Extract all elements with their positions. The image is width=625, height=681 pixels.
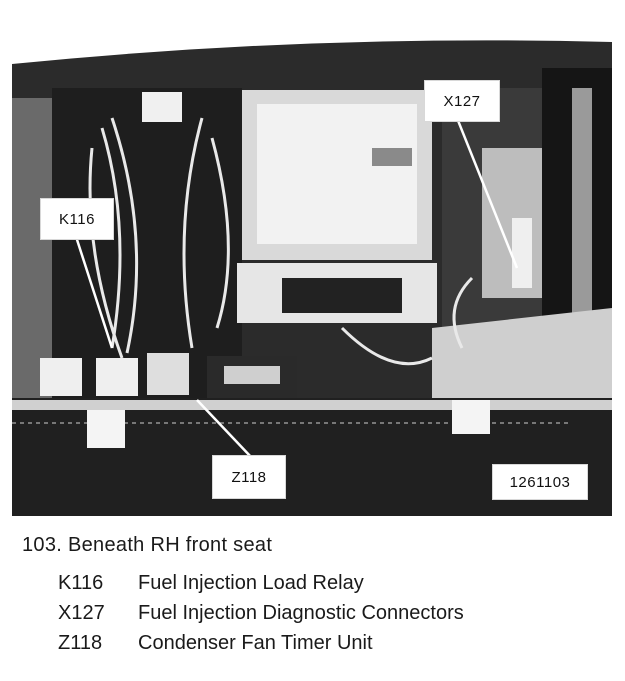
figure-reference-number: 1261103 (492, 464, 588, 500)
legend-description: Fuel Injection Diagnostic Connectors (138, 602, 464, 624)
legend-description: Fuel Injection Load Relay (138, 572, 364, 594)
engine-bay-photo (12, 28, 612, 516)
legend-item (58, 598, 464, 628)
figure-caption: 103. Beneath RH front seat (22, 534, 273, 556)
photo-illustration (12, 28, 612, 516)
legend-item (58, 568, 464, 598)
legend-code: K116 (58, 572, 104, 594)
legend-item (58, 628, 464, 658)
legend-code: Z118 (58, 632, 103, 654)
legend-list (58, 568, 464, 658)
callout-z118: Z118 (212, 455, 286, 499)
callout-k116: K116 (40, 198, 114, 240)
legend-description: Condenser Fan Timer Unit (138, 632, 373, 654)
callout-x127: X127 (424, 80, 500, 122)
legend-code: X127 (58, 602, 105, 624)
